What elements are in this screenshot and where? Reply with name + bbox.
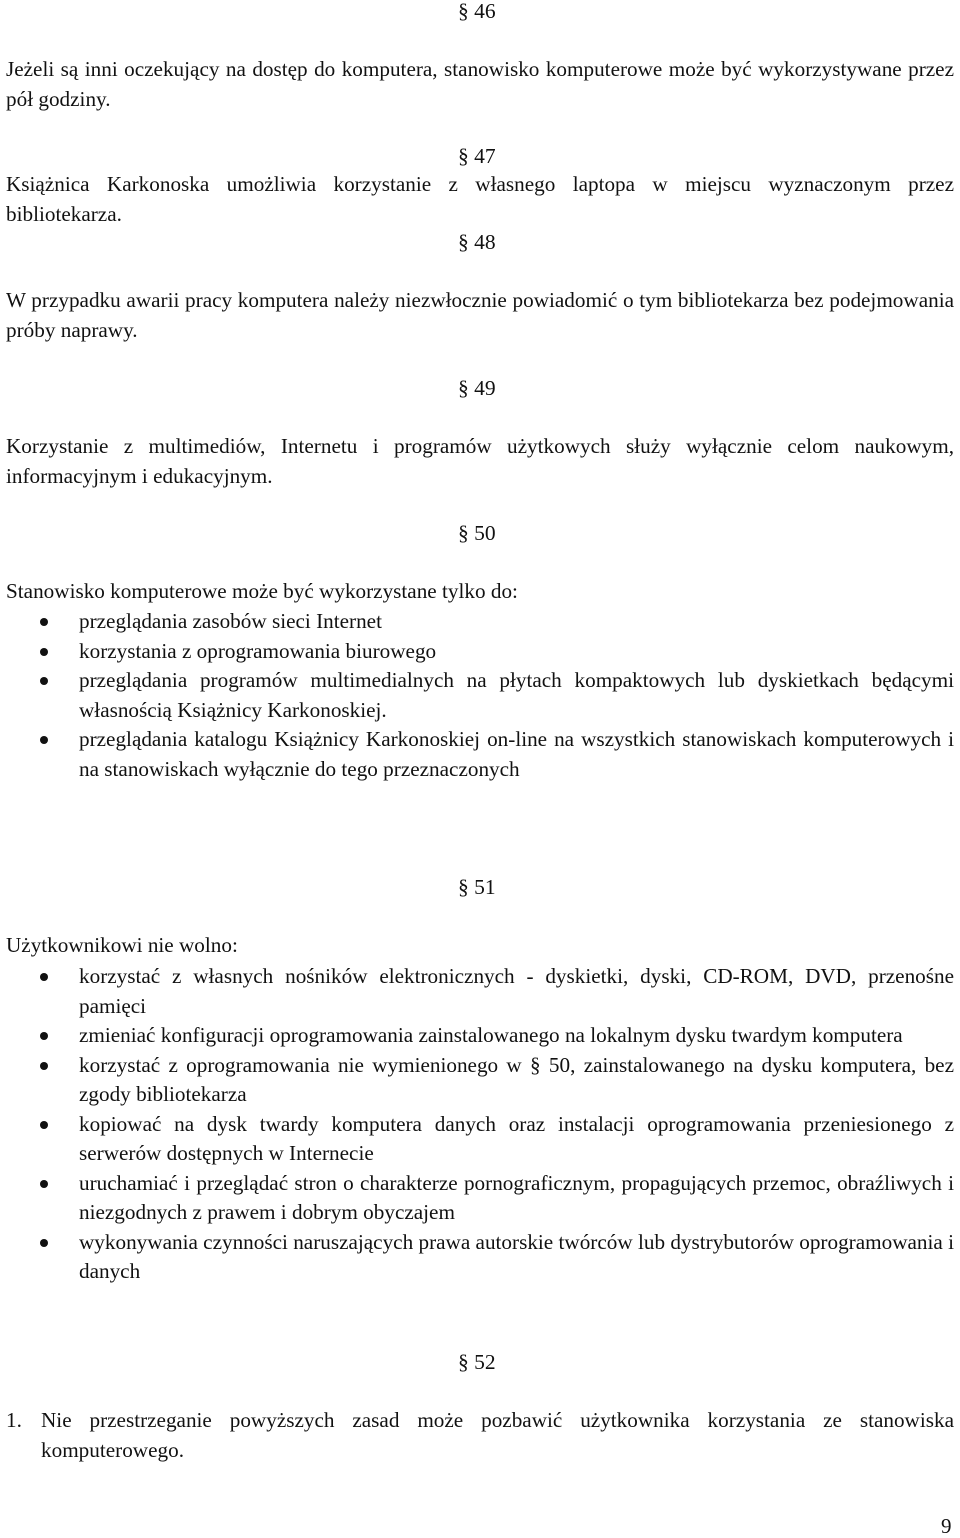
section-heading-50: § 50	[458, 521, 496, 545]
list-item: uruchamiać i przeglądać stron o charakterze pornograficznym, propagujących przemoc, obraźliwych i niezgodnych z prawem i dobrym obyczajem	[0, 1169, 954, 1228]
item-number: 1.	[6, 1408, 22, 1432]
numbered-item	[6, 1406, 954, 1465]
section-heading-47: § 47	[458, 144, 496, 168]
allowed-uses-list	[0, 607, 954, 784]
paragraph-46: Jeżeli są inni oczekujący na dostęp do komputera, stanowisko komputerowe może być wykorzystywane przez pół godziny.	[6, 57, 954, 111]
list-item: korzystać z własnych nośników elektronicznych - dyskietki, dyski, CD-ROM, DVD, przenośne pamięci	[0, 962, 954, 1021]
paragraph-47: Książnica Karkonoska umożliwia korzystanie z własnego laptopa w miejscu wyznaczonym przez bibliotekarza.	[6, 172, 954, 226]
list-item: korzystania z oprogramowania biurowego	[0, 637, 954, 667]
paragraph-48: W przypadku awarii pracy komputera należy niezwłocznie powiadomić o tym bibliotekarza bez podejmowania próby naprawy.	[6, 288, 954, 342]
list-item: korzystać z oprogramowania nie wymienionego w § 50, zainstalowanego na dysku komputera, bez zgody bibliotekarza	[0, 1051, 954, 1110]
section-heading-51: § 51	[458, 875, 496, 899]
item-text: Nie przestrzeganie powyższych zasad może pozbawić użytkownika korzystania ze stanowiska komputerowego.	[41, 1408, 954, 1462]
section-heading-46: § 46	[458, 0, 496, 23]
list-item: przeglądania programów multimedialnych na płytach kompaktowych lub dyskietkach będącymi własnością Książnicy Karkonoskiej.	[0, 666, 954, 725]
section-heading-52: § 52	[458, 1350, 496, 1374]
list-intro-50: Stanowisko komputerowe może być wykorzystane tylko do:	[6, 579, 518, 603]
section-heading-49: § 49	[458, 376, 496, 400]
page-number: 9	[941, 1514, 952, 1538]
list-item: wykonywania czynności naruszających prawa autorskie twórców lub dystrybutorów oprogramowania i danych	[0, 1228, 954, 1287]
section-heading-48: § 48	[458, 230, 496, 254]
paragraph-49: Korzystanie z multimediów, Internetu i programów użytkowych służy wyłącznie celom naukowym, informacyjnym i edukacyjnym.	[6, 434, 954, 488]
numbered-list-52	[6, 1406, 954, 1465]
list-item: przeglądania katalogu Książnicy Karkonoskiej on-line na wszystkich stanowiskach komputerowych i na stanowiskach wyłącznie do tego przeznaczonych	[0, 725, 954, 784]
list-item: przeglądania zasobów sieci Internet	[0, 607, 954, 637]
list-item: kopiować na dysk twardy komputera danych oraz instalacji oprogramowania przeniesionego z serwerów dostępnych w Internecie	[0, 1110, 954, 1169]
list-intro-51: Użytkownikowi nie wolno:	[6, 933, 238, 957]
prohibited-actions-list	[0, 962, 954, 1287]
list-item: zmieniać konfiguracji oprogramowania zainstalowanego na lokalnym dysku twardym komputera	[0, 1021, 954, 1051]
